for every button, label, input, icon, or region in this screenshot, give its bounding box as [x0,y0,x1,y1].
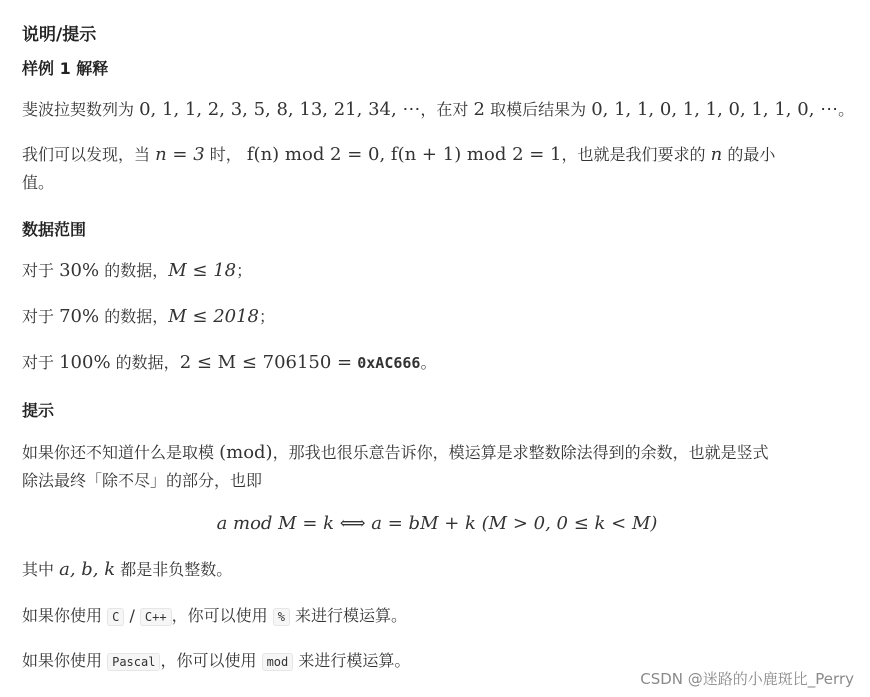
code-percent: % [273,608,290,626]
section-heading-sample-explanation: 样例 1 解释 [22,59,109,78]
mod-sequence: 0, 1, 1, 0, 1, 1, 0, 1, 1, 0, ⋯ [591,99,839,120]
code-c: C [107,608,124,626]
hint-line-c-cpp: 如果你使用 C / C++ ，你可以使用 % 来进行模运算。 [22,606,408,625]
range-item-100: 对于 100% 的数据，2 ≤ M ≤ 706150 = 0xAC666。 [22,352,437,373]
code-cpp: C++ [140,608,172,626]
mod-equation: f(n) mod 2 = 0, f(n + 1) mod 2 = 1 [246,144,562,165]
sample-observation-line: 我们可以发现，当 n = 3 时， f(n) mod 2 = 0, f(n + 1) mod 2 = 1，也就是我们要求的 n 的最小 [22,144,776,165]
csdn-watermark: CSDN @迷路的小鹿斑比_Perry [640,670,854,688]
modulo-definition-formula: a mod M = k ⟺ a = bM + k (M > 0, 0 ≤ k < M) [216,513,658,534]
fib-sequence: 0, 1, 1, 2, 3, 5, 8, 13, 21, 34, ⋯ [139,99,421,120]
code-pascal: Pascal [107,653,160,671]
section-heading-hint: 提示 [22,401,55,420]
hint-line-2: 除法最终「除不尽」的部分，也即 [22,471,263,490]
range-item-70: 对于 70% 的数据，M ≤ 2018； [22,306,276,327]
hint-line-1: 如果你还不知道什么是取模 (mod)，那我也很乐意告诉你，模运算是求整数除法得到的余数，也就是竖式 [22,442,769,463]
section-heading-notes: 说明/提示 [22,25,97,45]
range-item-30: 对于 30% 的数据，M ≤ 18； [22,260,253,281]
hint-line-pascal: 如果你使用 Pascal ，你可以使用 mod 来进行模运算。 [22,651,411,670]
hint-line-3: 其中 a, b, k 都是非负整数。 [22,559,233,580]
hex-value: 0xAC666 [357,354,421,372]
sample-observation-line-cont: 值。 [22,173,55,192]
code-mod: mod [262,653,294,671]
sample-fib-line: 斐波拉契数列为 0, 1, 1, 2, 3, 5, 8, 13, 21, 34, ⋯，在对 2 取模后结果为 0, 1, 1, 0, 1, 1, 0, 1, 1, 0, ⋯。 [22,99,855,120]
section-heading-data-range: 数据范围 [22,220,87,239]
